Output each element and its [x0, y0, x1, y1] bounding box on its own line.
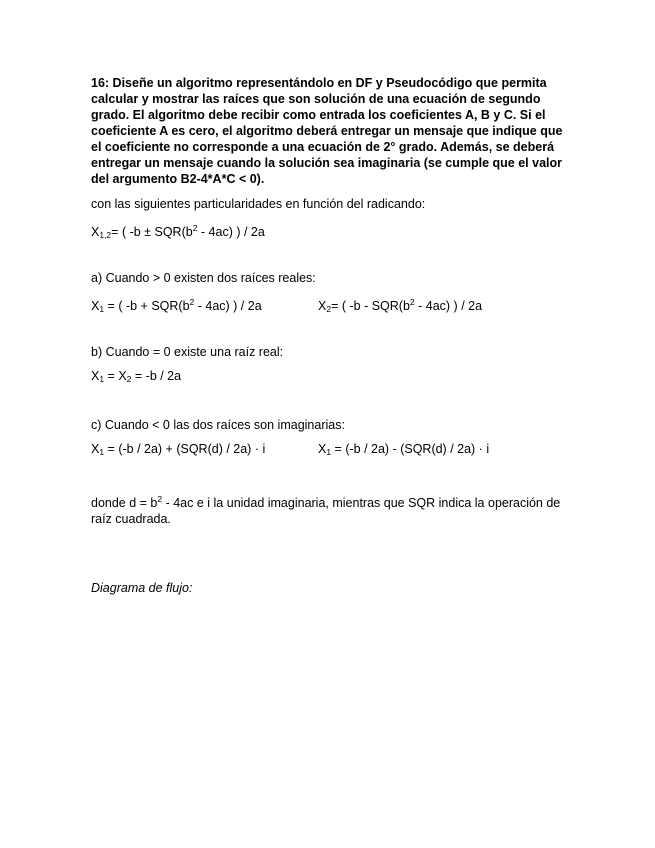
formula-variable: X	[91, 225, 100, 239]
formula-subscript: 1	[99, 447, 105, 457]
case-a-x2-formula	[318, 294, 482, 317]
formula-text: - 4ac) ) / 2a	[197, 225, 265, 239]
exercise-statement: 16: Diseñe un algoritmo representándolo en DF y Pseudocódigo que permita calcular y mostrar las raíces que son solución de una ecuación de segundo grado. El algoritmo debe recibir como entrada los coeficientes A, B y C. Si el coeficiente A es cero, el algoritmo deberá entregar un mensaje que indique que el coeficiente no corresponde a una ecuación de 2° grado. Además, se deberá entregar un mensaje cuando la solución sea imaginaria (se cumple que el valor del argumento B2-4*A*C < 0).	[91, 76, 563, 186]
formula-variable: X	[318, 442, 327, 456]
case-c-label: c) Cuando < 0 las dos raíces son imaginarias:	[91, 418, 345, 432]
formula-subscript: 1	[99, 374, 105, 384]
formula-variable: X	[91, 299, 100, 313]
formula-text: = (-b / 2a) + (SQR(d) / 2a) · i	[104, 442, 266, 456]
formula-text: = X	[104, 369, 127, 383]
formula-subscript: 1,2	[99, 230, 112, 240]
case-c-x2-formula	[318, 441, 489, 460]
formula-text: - 4ac) ) / 2a	[194, 299, 262, 313]
diagram-label: Diagrama de flujo:	[91, 581, 193, 595]
formula-variable: X	[318, 299, 327, 313]
formula-text: = ( -b + SQR(b	[104, 299, 190, 313]
formula-subscript: 2	[126, 374, 132, 384]
footnote-text: donde d = b	[91, 496, 158, 510]
formula-superscript: 2	[192, 223, 198, 233]
footnote-text: - 4ac e i la unidad imaginaria, mientras que SQR indica la operación de raíz cuadrada.	[91, 496, 561, 526]
case-a-label: a) Cuando > 0 existen dos raíces reales:	[91, 271, 316, 285]
case-b-label: b) Cuando = 0 existe una raíz real:	[91, 345, 284, 359]
general-formula	[91, 220, 265, 243]
formula-text: = ( -b - SQR(b	[331, 299, 410, 313]
formula-variable: X	[91, 369, 100, 383]
case-c-x1-formula	[91, 441, 265, 460]
formula-subscript: 2	[326, 304, 332, 314]
intro-text: con las siguientes particularidades en función del radicando:	[91, 197, 426, 211]
formula-text: = (-b / 2a) - (SQR(d) / 2a) · i	[331, 442, 490, 456]
formula-variable: X	[91, 442, 100, 456]
formula-superscript: 2	[157, 494, 163, 504]
formula-text: = -b / 2a	[131, 369, 182, 383]
formula-subscript: 1	[99, 304, 105, 314]
formula-subscript: 1	[326, 447, 332, 457]
footnote-paragraph	[91, 491, 571, 527]
case-a-x1-formula	[91, 294, 262, 317]
formula-text: - 4ac) ) / 2a	[414, 299, 483, 313]
case-b-formula	[91, 368, 181, 387]
formula-text: = ( -b ± SQR(b	[111, 225, 193, 239]
formula-superscript: 2	[189, 297, 195, 307]
formula-superscript: 2	[409, 297, 415, 307]
